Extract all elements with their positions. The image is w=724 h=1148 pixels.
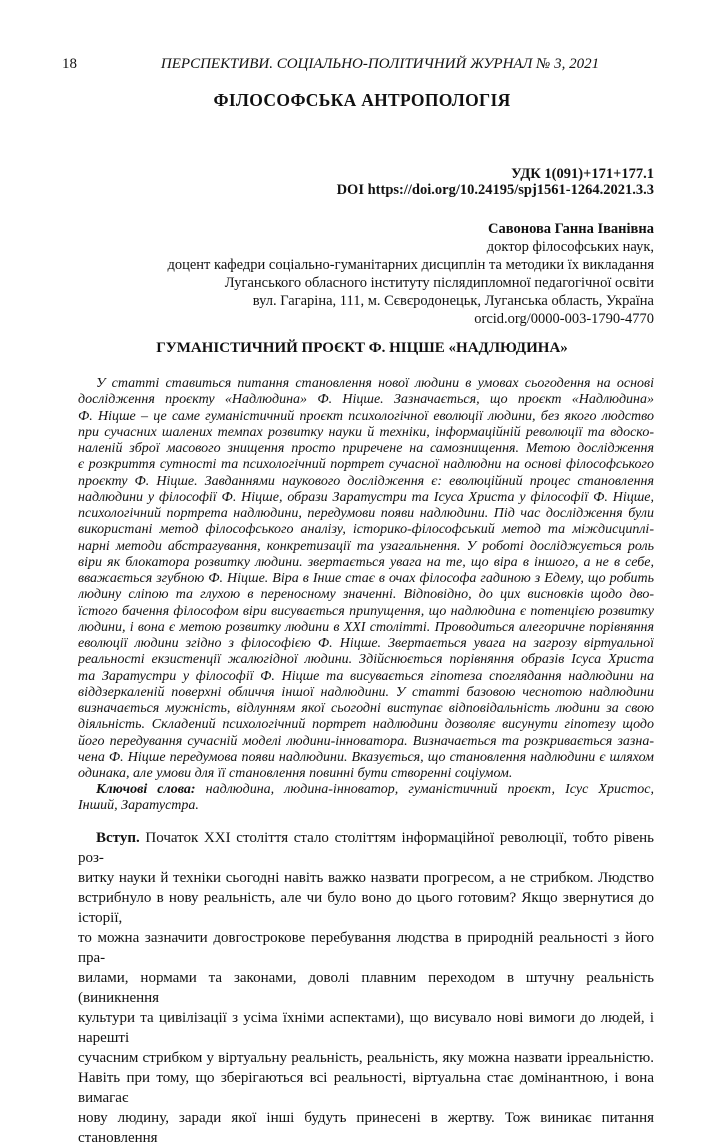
author-orcid: orcid.org/0000-003-1790-4770	[474, 311, 654, 327]
body-line: сучасним стрибком у віртуальну реальність, реальність, яку можна назвати ірреальністю.	[78, 1050, 654, 1066]
abstract-line: У статті ставиться питання становлення нової людини в умовах сьогодення на основі	[96, 376, 654, 391]
author-institution: Луганського обласного інституту післядипломної педагогічної освіти	[224, 275, 654, 291]
abstract-line: людину сліпою та глухою в переносному значенні. Відповідно, до цих висновків щодо дво-	[78, 587, 654, 603]
running-header: ПЕРСПЕКТИВИ. СОЦІАЛЬНО-ПОЛІТИЧНИЙ ЖУРНАЛ № 3, 2021	[160, 56, 600, 72]
keywords	[78, 782, 654, 815]
abstract-line: їстого бачення філософом віри висувається припущення, що надлюдина є потенцією розвитку	[78, 603, 654, 619]
abstract	[78, 376, 654, 782]
body-line: культури та цивілізації з усіма їхніми аспектами), що висувало нові вимоги до людей, і нарешті	[78, 1010, 654, 1046]
body-text	[78, 828, 654, 1148]
body-line: вилами, нормами та законами, доволі плавним переходом в штучну реальність (виникнення	[78, 970, 654, 1006]
abstract-line: його передування сучасній моделі людини-інноватора. Визначається та розкривається зазна-	[78, 733, 654, 749]
abstract-line: психологічний портрета надлюдини, передумови появи надлюдини. Під час дослідження були	[78, 506, 654, 521]
page-number: 18	[62, 56, 77, 72]
abstract-line: віри як блокатора розвитку людини. звертається увага на те, що віра в іншого, а не в себе,	[78, 554, 654, 570]
abstract-line: людини, і вона є метою розвитку людини в XXI столітті. Проводиться алегоричне порівняння	[78, 619, 654, 635]
keywords-line: Інший, Заратустра.	[78, 798, 199, 814]
abstract-line: вважається згубною Ф. Ніцше. Віра в Інше стає в очах філософа гадиною з Едему, що робить	[78, 571, 654, 586]
abstract-line: віддзеркаленій поверхні обличчя іншої надлюдини. У статті базовою чеснотою надлюдини	[78, 684, 654, 700]
body-line: встрибнуло в нову реальність, але чи було воно до цього готовим? Якщо звернутися до історії,	[78, 890, 654, 926]
abstract-line: одинака, але умови для її становлення повинні бути створенні соціумом.	[78, 766, 513, 781]
abstract-line: при сучасних шалених темпах розвитку науки й техніки, інформаційній революції та вдоско-	[78, 424, 654, 440]
doi: DOI https://doi.org/10.24195/spj1561-1264.2021.3.3	[336, 182, 654, 198]
abstract-line: надлюдини у філософії Ф. Ніцше, образи Заратустри та Ісуса Христа у філософії Ф. Ніцше,	[78, 489, 654, 505]
author-position: доцент кафедри соціально-гуманітарних дисциплін та методики їх викладання	[167, 257, 654, 273]
body-line: то можна зазначити довгострокове перебування людства в природній реальності з його пра-	[78, 930, 654, 966]
body-line: нову людину, заради якої інші будуть принесені в жертву. Тож виникає питання становлення	[78, 1110, 654, 1146]
abstract-line: є розкриття сутності та психологічний портрет сучасної надлюдни на основі філософського	[78, 457, 654, 473]
section-title: ФІЛОСОФСЬКА АНТРОПОЛОГІЯ	[213, 90, 511, 110]
abstract-line: чена Ф. Ніцше передумова появи надлюдини. Вказується, що становлення надлюдини є шляхом	[78, 749, 654, 765]
abstract-line: проєкту Ф. Ніцше. Завданнями наукового дослідження є: еволюційний процес становлення	[78, 473, 654, 489]
article-title: ГУМАНІСТИЧНИЙ ПРОЄКТ Ф. НІЦШЕ «НАДЛЮДИНА»	[156, 340, 568, 356]
abstract-line: використані метод філософського аналізу, історико-філософський метод та міждисциплі-	[78, 522, 654, 538]
author-degree: доктор філософських наук,	[486, 239, 654, 255]
body-line-text: Початок XXI століття стало століттям інформаційної революції, тобто рівень роз-	[78, 830, 654, 866]
abstract-line: нарні методи абстрагування, конкретизації та узагальнення. У роботі досліджується роль	[78, 538, 654, 554]
abstract-line: Ф. Ніцше – це саме гуманістичний проєкт психологічної еволюції людини, без якого людство	[78, 408, 654, 424]
abstract-line: та Заратустри у філософії Ф. Ніцше та висувається гіпотеза споглядання надлюдини на	[78, 668, 654, 684]
abstract-line: еволюції людини згідно з філософією Ф. Ніцше. Звертається увага на загрозу віртуальної	[78, 636, 654, 651]
keywords-text: надлюдина, людина-інноватор, гуманістичний проєкт, Ісус Христос,	[195, 782, 654, 797]
keywords-line	[78, 782, 654, 798]
abstract-line: визначається мужність, відлунням якої сьогодні виступає відповідальність людини за свою	[78, 701, 654, 716]
body-line	[78, 828, 654, 868]
intro-label: Вступ.	[96, 830, 140, 846]
abstract-line: наленій зброї масового знищення просто приречене на самознищення. Метою дослідження	[78, 441, 654, 456]
abstract-line: дослідження проєкту «Надлюдина» Ф. Ніцше. Зазначається, що проєкт «Надлюдина»	[78, 392, 654, 408]
body-line: Навіть при тому, що зберігаються всі реальності, віртуальна стає домінантною, і вона вимагає	[78, 1070, 654, 1106]
udc-code: УДК 1(091)+171+177.1	[511, 166, 654, 182]
abstract-line: реальності екзистенції жалюгідної людини. Здійснюється порівняння образів Ісуса Христа	[78, 652, 654, 668]
abstract-line: діяльність. Складений психологічний портрет надлюдини дозволяє висунути гіпотезу щодо	[78, 717, 654, 733]
keywords-label: Ключові слова:	[96, 782, 196, 797]
author-address: вул. Гагаріна, 111, м. Сєвєродонецьк, Луганська область, Україна	[252, 293, 654, 309]
body-line: витку науки й техніки сьогодні навіть важко назвати прогресом, а не стрибком. Людство	[78, 870, 654, 886]
author-name: Савонова Ганна Іванівна	[488, 221, 654, 237]
